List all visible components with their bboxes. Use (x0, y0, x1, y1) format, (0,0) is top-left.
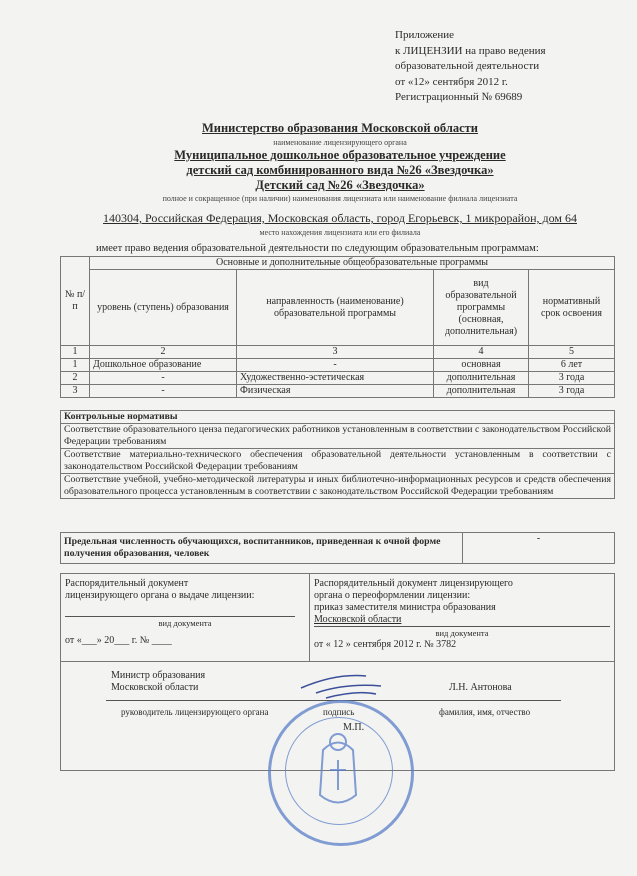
reissue-doc-title: органа о переоформлении лицензии: (314, 590, 471, 601)
appendix-line: от «12» сентября 2012 г. (395, 75, 508, 88)
table-row (61, 359, 615, 372)
control-title: Контрольные нормативы (61, 411, 615, 424)
appendix-line: к ЛИЦЕНЗИИ на право ведения (395, 44, 546, 57)
limit-value: - (463, 533, 615, 564)
issue-doc-title: Распорядительный документ (65, 578, 189, 589)
cell: 1 (61, 359, 90, 372)
licensee-caption: полное и сокращенное (при наличии) наименования лицензиата или наименование филиала лицензиата (162, 194, 518, 203)
index-row (61, 346, 615, 359)
student-limit-table (60, 532, 615, 564)
position-caption: руководитель лицензирующего органа (121, 707, 269, 717)
authority-name: Министерство образования Московской области (201, 121, 479, 135)
limit-label: Предельная численность обучающихся, воспитанников, приведенная к очной форме получения образования, человек (61, 533, 463, 564)
address-caption: место нахождения лицензиата или его филиала (259, 228, 421, 237)
licensee-full-name-2: детский сад комбинированного вида №26 «Звездочка» (186, 163, 494, 177)
cell: 2 (61, 372, 90, 385)
col-header-number: № п/п (61, 257, 90, 346)
cell: 2 (90, 346, 237, 359)
table-row (61, 385, 615, 398)
reissue-doc-title: Распорядительный документ лицензирующего (314, 578, 513, 589)
reissue-doc-caption: вид документа (435, 628, 489, 638)
cell: дополнительная (434, 372, 529, 385)
cell: Художественно-эстетическая (237, 372, 434, 385)
cell: Физическая (237, 385, 434, 398)
reissue-doc-kind-line (314, 614, 610, 627)
control-item: Соответствие учебной, учебно-методической литературы и иных библиотечно-информационных ресурсов и средств обеспечения образовательного процесса установленным в соответствии с законодательством Российской Федерации требованиям (61, 474, 615, 499)
cell: 5 (529, 346, 615, 359)
reissue-doc-kind: приказ заместителя министра образования (314, 602, 496, 613)
cell: 3 (237, 346, 434, 359)
issue-doc-kind-line (65, 602, 295, 617)
signer-position: Московской области (111, 682, 199, 693)
cell: Дошкольное образование (90, 359, 237, 372)
cell: основная (434, 359, 529, 372)
name-caption: фамилия, имя, отчество (439, 707, 531, 717)
cell: дополнительная (434, 385, 529, 398)
table-row (61, 372, 615, 385)
signature-caption: подпись (323, 707, 355, 717)
cell: 3 года (529, 372, 615, 385)
signer-name: Л.Н. Антонова (449, 682, 512, 693)
cell: - (237, 359, 434, 372)
intro-text: имеет право ведения образовательной деятельности по следующим образовательным программам: (96, 243, 539, 254)
official-seal-stamp (268, 700, 414, 846)
reissue-doc-date: от « 12 » сентября 2012 г. № 3782 (314, 639, 457, 650)
signature-icon (296, 668, 391, 703)
name-line (421, 700, 561, 701)
col-header-level: уровень (ступень) образования (90, 270, 237, 346)
control-item: Соответствие материально-технического обеспечения образовательной деятельности установленным в соответствии с законодательством Российской Федерации требованиям (61, 449, 615, 474)
reissue-doc-kind: Московской области (314, 614, 402, 625)
programs-table (60, 256, 615, 398)
group-header: Основные и дополнительные общеобразовательные программы (90, 257, 615, 270)
issue-document (61, 574, 310, 662)
cell: 4 (434, 346, 529, 359)
cell: - (90, 372, 237, 385)
authority-caption: наименование лицензирующего органа (273, 138, 407, 147)
appendix-line: образовательной деятельности (395, 60, 540, 72)
issue-doc-date: от «___» 20___ г. № ____ (65, 635, 172, 646)
coat-of-arms-icon (268, 700, 408, 840)
control-item: Соответствие образовательного ценза педагогических работников установленным в соответствии с законодательством Российской Федерации требованиям (61, 424, 615, 449)
issue-doc-caption: вид документа (158, 618, 212, 628)
reissue-document (310, 574, 615, 662)
licensee-address: 140304, Российская Федерация, Московская область, город Егорьевск, 1 микрорайон, дом 64 (103, 211, 577, 225)
cell: 6 лет (529, 359, 615, 372)
cell: 3 года (529, 385, 615, 398)
seal-mark: М.П. (343, 722, 365, 733)
issue-doc-title: лицензирующего органа о выдаче лицензии: (65, 590, 255, 601)
cell: - (90, 385, 237, 398)
control-standards-table (60, 410, 615, 499)
cell: 1 (61, 346, 90, 359)
licensee-short-name: Детский сад №26 «Звездочка» (255, 178, 425, 192)
col-header-kind: вид образовательной программы (основная, дополнительная) (434, 270, 529, 346)
signer-position: Министр образования (111, 670, 206, 681)
col-header-term: нормативный срок освоения (529, 270, 615, 346)
appendix-line: Приложение (395, 29, 455, 41)
registration-number: Регистрационный № 69689 (395, 91, 523, 103)
appendix-header (395, 28, 546, 106)
licensee-full-name-1: Муниципальное дошкольное образовательное учреждение (174, 148, 506, 162)
col-header-direction: направленность (наименование) образовательной программы (237, 270, 434, 346)
cell: 3 (61, 385, 90, 398)
